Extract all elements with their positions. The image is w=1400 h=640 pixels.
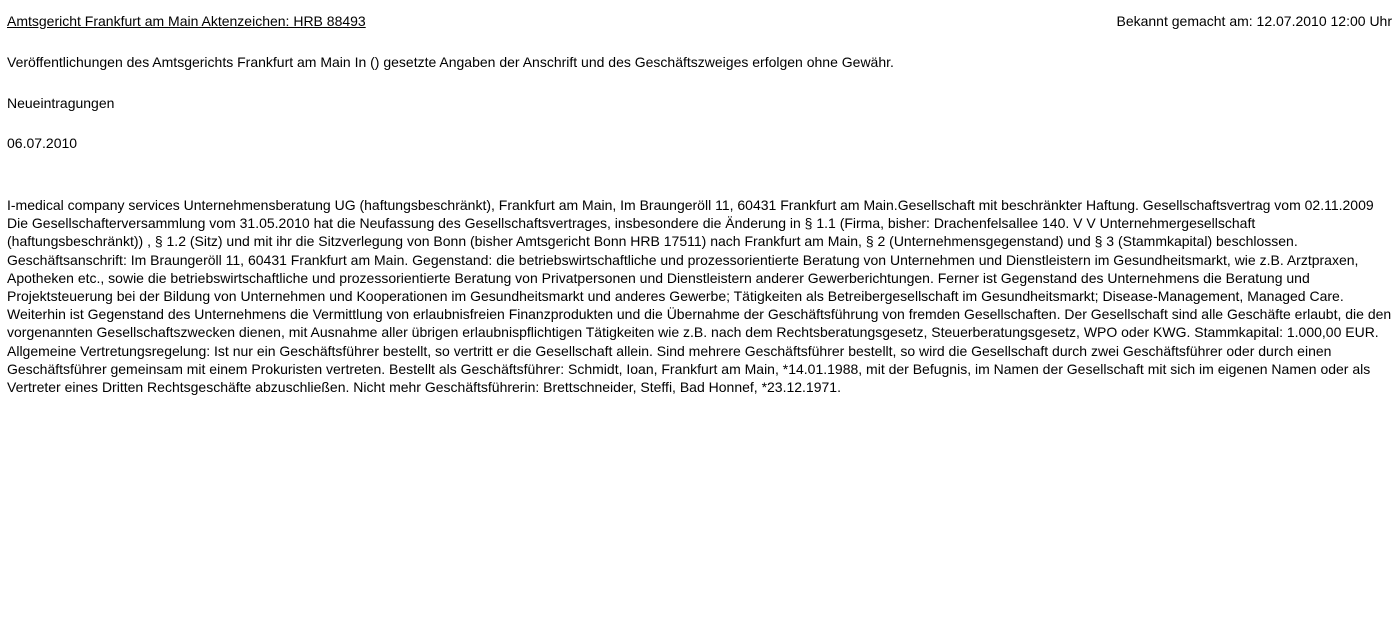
entry-date: 06.07.2010: [7, 135, 78, 151]
section-title: Neueintragungen: [7, 95, 115, 111]
court-reference-link[interactable]: Amtsgericht Frankfurt am Main Aktenzeichen: HRB 88493: [7, 13, 366, 29]
published-date: Bekannt gemacht am: 12.07.2010 12:00 Uhr: [1116, 13, 1392, 29]
entry-text: I-medical company services Unternehmensberatung UG (haftungsbeschränkt), Frankfurt am Main, Im Braungeröll 11, 60431 Frankfurt am Main.Gesellschaft mit beschränkter Haftung. Gesellschaftsvertrag vom 02.11.2009 Die Gesellschafterversammlung vom 31.05.2010 hat die Neufassung des Gesellschaftsvertrages, insbesondere die Änderung in § 1.1 (Firma, bisher: Drachenfelsallee 140. V V Unternehmergesellschaft (haftungsbeschränkt)) , § 1.2 (Sitz) und mit ihr die Sitzverlegung von Bonn (bisher Amtsgericht Bonn HRB 17511) nach Frankfurt am Main, § 2 (Unternehmensgegenstand) und § 3 (Stammkapital) beschlossen. Geschäftsanschrift: Im Braungeröll 11, 60431 Frankfurt am Main. Gegenstand: die betriebswirtschaftliche und prozessorientierte Beratung von Unternehmen und Dienstleistern im Gesundheitsmarkt, wie z.B. Arztpraxen, Apotheken etc., sowie die betriebswirtschaftliche und prozessorientierte Beratung von Privatpersonen und Dienstleistern anderer Gewerberichtungen. Ferner ist Gegenstand des Unternehmens die Beratung und Projektsteuerung bei der Bildung von Unternehmen und Kooperationen im Gesundheitsmarkt und anderes Gewerbe; Tätigkeiten als Betreibergesellschaft im Gesundheitsmarkt; Disease-Management, Managed Care. Weiterhin ist Gegenstand des Unternehmens die Vermittlung von erlaubnisfreien Finanzprodukten und die Übernahme der Geschäftsführung von fremden Gesellschaften. Der Gesellschaft sind alle Geschäfte erlaubt, die den vorgenannten Gesellschaftszwecken dienen, mit Ausnahme aller übrigen erlaubnispflichtigen Tätigkeiten wie z.B. nach dem Rechtsberatungsgesetz, Steuerberatungsgesetz, WPO oder KWG. Stammkapital: 1.000,00 EUR. Allgemeine Vertretungsregelung: Ist nur ein Geschäftsführer bestellt, so vertritt er die Gesellschaft allein. Sind mehrere Geschäftsführer bestellt, so wird die Gesellschaft durch zwei Geschäftsführer oder durch einen Geschäftsführer gemeinsam mit einem Prokuristen vertreten. Bestellt als Geschäftsführer: Schmidt, Ioan, Frankfurt am Main, *14.01.1988, mit der Befugnis, im Namen der Gesellschaft mit sich im eigenen Namen oder als Vertreter eines Dritten Rechtsgeschäfte abzuschließen. Nicht mehr Geschäftsführerin: Brettschneider, Steffi, Bad Honnef, *23.12.1971.: [7, 197, 1392, 396]
announcement-header: [7, 12, 1392, 32]
intro-text: Veröffentlichungen des Amtsgerichts Frankfurt am Main In () gesetzte Angaben der Anschrift und des Geschäftszweiges erfolgen ohne Gewähr.: [7, 54, 894, 70]
